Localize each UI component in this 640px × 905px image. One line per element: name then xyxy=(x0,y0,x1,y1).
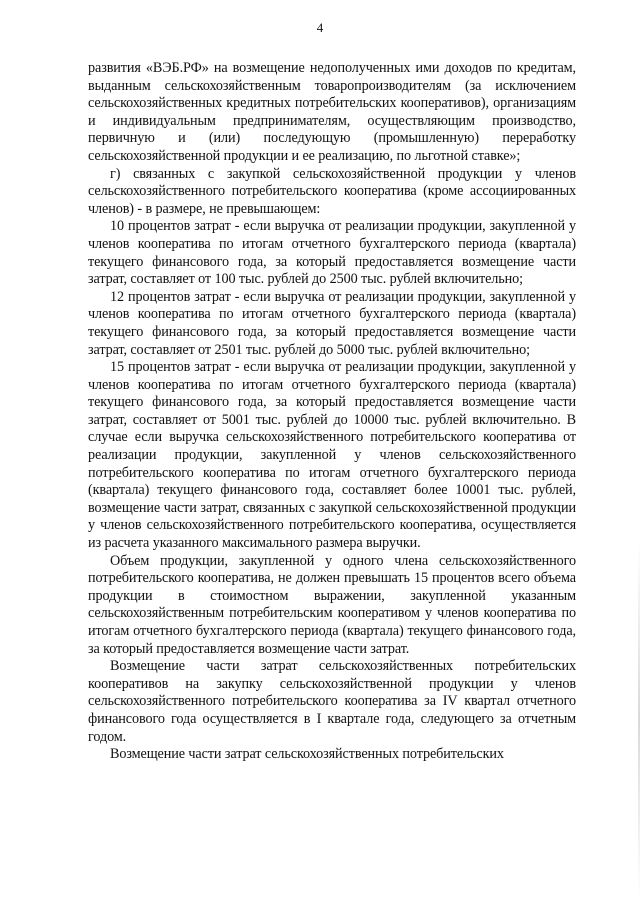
paragraph-12-percent: 12 процентов затрат - если выручка от реализации продукции, закупленной у членов кооператива по итогам отчетного бухгалтерского периода (квартала) текущего финансового года, за который предоставляется возмещение части затрат, составляет от 2501 тыс. рублей до 5000 тыс. рублей включительно; xyxy=(88,288,576,358)
paragraph-15-percent: 15 процентов затрат - если выручка от реализации продукции, закупленной у членов кооператива по итогам отчетного бухгалтерского периода (квартала) текущего финансового года, за который предоставляется возмещение части затрат, составляет от 5001 тыс. рублей до 10000 тыс. рублей включительно. В случае если выручка сельскохозяйственного потребительского кооператива от реализации продукции, закупленной у членов сельскохозяйственного потребительского кооператива по итогам отчетного бухгалтерского периода (квартала) текущего финансового года, составляет более 10001 тыс. рублей, возмещение части затрат, связанных с закупкой сельскохозяйственной продукции у членов сельскохозяйственного потребительского кооператива, осуществляется из расчета указанного максимального размера выручки. xyxy=(88,359,576,552)
document-body xyxy=(88,60,576,764)
paragraph-q4-reimbursement: Возмещение части затрат сельскохозяйственных потребительских кооперативов на закупку сельскохозяйственной продукции у членов сельскохозяйственного потребительского кооператива за IV квартал отчетного финансового года осуществляется в I квартале года, следующего за отчетным годом. xyxy=(88,658,576,745)
page-number: 4 xyxy=(316,20,324,35)
paragraph-volume-limit: Объем продукции, закупленной у одного члена сельскохозяйственного потребительского кооператива, не должен превышать 15 процентов всего объема продукции в стоимостном выражении, закупленной указанным сельскохозяйственным потребительским кооперативом у членов кооператива по итогам отчетного бухгалтерского периода (квартала) текущего финансового года, за который предоставляется возмещение части затрат. xyxy=(88,552,576,657)
paragraph-item-g: г) связанных с закупкой сельскохозяйственной продукции у членов сельскохозяйственного потребительского кооператива (кроме ассоциированных членов) - в размере, не превышающем: xyxy=(88,165,576,217)
paragraph-reimbursement-continued: Возмещение части затрат сельскохозяйственных потребительских xyxy=(110,746,504,763)
paragraph-continuation: развития «ВЭБ.РФ» на возмещение недополученных ими доходов по кредитам, выданным сельскохозяйственным товаропроизводителям (за исключением сельскохозяйственных кредитных потребительских кооперативов), организациям и индивидуальным предпринимателям, осуществляющим производство, первичную и (или) последующую (промышленную) переработку сельскохозяйственной продукции и ее реализацию, по льготной ставке»; xyxy=(88,60,576,164)
paragraph-10-percent: 10 процентов затрат - если выручка от реализации продукции, закупленной у членов кооператива по итогам отчетного бухгалтерского периода (квартала) текущего финансового года, за который предоставляется возмещение части затрат, составляет от 100 тыс. рублей до 2500 тыс. рублей включительно; xyxy=(88,218,576,288)
